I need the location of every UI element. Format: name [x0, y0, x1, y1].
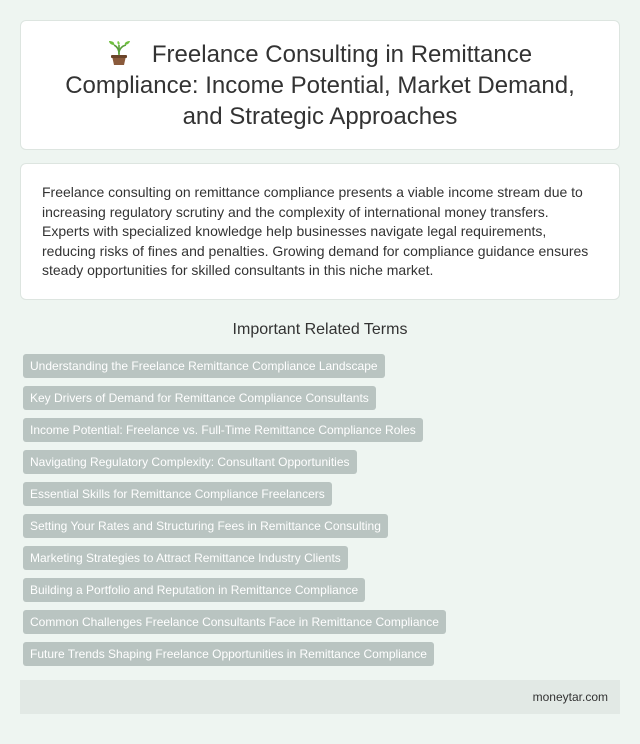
- related-terms-heading: Important Related Terms: [232, 321, 408, 338]
- related-term-tag[interactable]: Marketing Strategies to Attract Remittance Industry Clients: [23, 546, 348, 570]
- related-term-tag[interactable]: Navigating Regulatory Complexity: Consultant Opportunities: [23, 450, 357, 474]
- related-term-tag[interactable]: Building a Portfolio and Reputation in Remittance Compliance: [23, 578, 365, 602]
- footer-site-link[interactable]: moneytar.com: [532, 690, 608, 704]
- page-title-text: Freelance Consulting in Remittance Compliance: Income Potential, Market Demand, and Strategic Approaches: [65, 40, 575, 130]
- related-term-tag[interactable]: Common Challenges Freelance Consultants Face in Remittance Compliance: [23, 610, 446, 634]
- related-term-tag[interactable]: Key Drivers of Demand for Remittance Compliance Consultants: [23, 386, 376, 410]
- related-terms-list: [23, 354, 617, 674]
- title-card: [20, 20, 620, 150]
- page-title: [45, 39, 595, 132]
- related-term-tag[interactable]: Income Potential: Freelance vs. Full-Time Remittance Compliance Roles: [23, 418, 423, 442]
- sprout-icon: [108, 41, 130, 65]
- related-term-tag[interactable]: Future Trends Shaping Freelance Opportunities in Remittance Compliance: [23, 642, 434, 666]
- footer: [20, 680, 620, 714]
- related-term-tag[interactable]: Understanding the Freelance Remittance Compliance Landscape: [23, 354, 385, 378]
- related-term-tag[interactable]: Essential Skills for Remittance Compliance Freelancers: [23, 482, 332, 506]
- summary-text: Freelance consulting on remittance compliance presents a viable income stream due to increasing regulatory scrutiny and the complexity of international money transfers. Experts with specialized knowledge help businesses navigate legal requirements, reducing risks of fines and penalties. Growing demand for compliance guidance ensures steady opportunities for skilled consultants in this niche market.: [42, 184, 589, 278]
- related-term-tag[interactable]: Setting Your Rates and Structuring Fees in Remittance Consulting: [23, 514, 388, 538]
- summary-card: [20, 163, 620, 300]
